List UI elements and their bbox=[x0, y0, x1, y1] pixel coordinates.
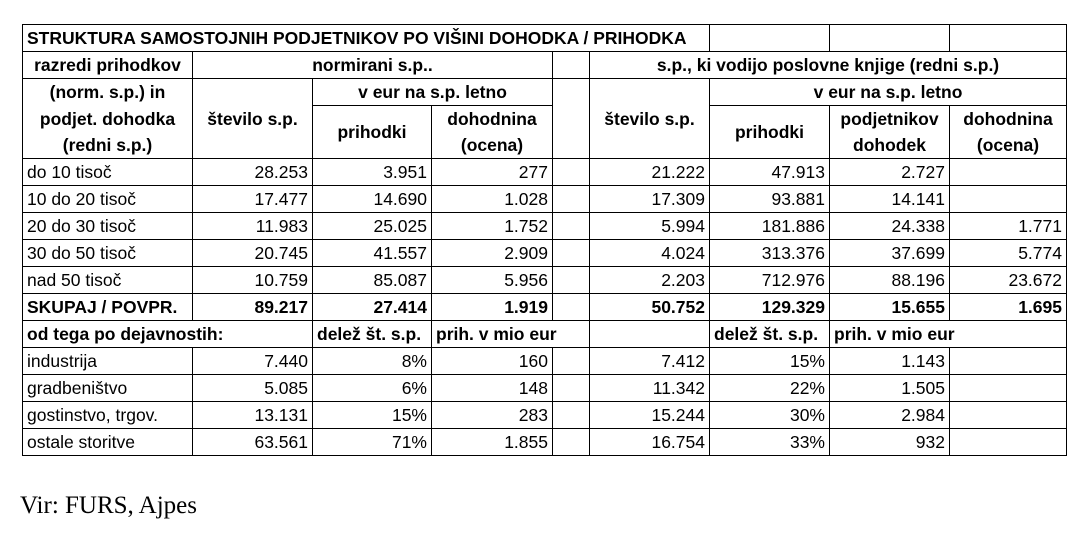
table-cell: 2.984 bbox=[830, 402, 950, 429]
activity-header-label: od tega po dejavnostih: bbox=[23, 321, 313, 348]
v-eur-header-2: v eur na s.p. letno bbox=[710, 79, 1067, 106]
table-row bbox=[23, 402, 1067, 429]
header-row-3 bbox=[23, 106, 1067, 133]
structure-table bbox=[22, 24, 1067, 456]
table-cell: 14.141 bbox=[830, 186, 950, 213]
v-eur-header-1: v eur na s.p. letno bbox=[313, 79, 553, 106]
table-cell: 20.745 bbox=[193, 240, 313, 267]
table-row bbox=[23, 375, 1067, 402]
table-cell: 5.774 bbox=[950, 240, 1067, 267]
prihodki-header-1: prihodki bbox=[313, 106, 432, 159]
row-label: 20 do 30 tisoč bbox=[23, 213, 193, 240]
table-cell: 10.759 bbox=[193, 267, 313, 294]
table-row bbox=[23, 159, 1067, 186]
spacer-cell bbox=[553, 159, 590, 186]
table-cell: 21.222 bbox=[590, 159, 710, 186]
table-cell: 1.752 bbox=[432, 213, 553, 240]
row-label: 30 do 50 tisoč bbox=[23, 240, 193, 267]
table-cell: 1.695 bbox=[950, 294, 1067, 321]
podjetnikov-header-b: dohodek bbox=[830, 132, 950, 159]
table-cell: 13.131 bbox=[193, 402, 313, 429]
spacer-cell bbox=[553, 375, 590, 402]
title-row bbox=[23, 25, 1067, 52]
table-cell: 37.699 bbox=[830, 240, 950, 267]
table-cell: 11.983 bbox=[193, 213, 313, 240]
header-row-2 bbox=[23, 79, 1067, 106]
row-label: gostinstvo, trgov. bbox=[23, 402, 193, 429]
table-cell: 17.309 bbox=[590, 186, 710, 213]
table-cell: 15.244 bbox=[590, 402, 710, 429]
table-cell: 283 bbox=[432, 402, 553, 429]
table-cell: 2.909 bbox=[432, 240, 553, 267]
spacer-cell bbox=[553, 402, 590, 429]
dohodnina-header-2a: dohodnina bbox=[950, 106, 1067, 133]
spacer-cell bbox=[553, 52, 590, 79]
table-cell: 17.477 bbox=[193, 186, 313, 213]
spacer-cell bbox=[553, 186, 590, 213]
row-label: nad 50 tisoč bbox=[23, 267, 193, 294]
table-cell bbox=[950, 186, 1067, 213]
table-cell: 24.338 bbox=[830, 213, 950, 240]
table-cell: 1.505 bbox=[830, 375, 950, 402]
table-cell: 3.951 bbox=[313, 159, 432, 186]
prih-header-2: prih. v mio eur bbox=[830, 321, 1067, 348]
spacer-cell bbox=[553, 429, 590, 456]
table-cell: 14.690 bbox=[313, 186, 432, 213]
header-row-4 bbox=[23, 132, 1067, 159]
table-container bbox=[22, 24, 1067, 456]
table-cell: 8% bbox=[313, 348, 432, 375]
table-cell: 129.329 bbox=[710, 294, 830, 321]
spacer-cell bbox=[553, 294, 590, 321]
source-note: Vir: FURS, Ajpes bbox=[20, 492, 198, 519]
table-cell: 1.855 bbox=[432, 429, 553, 456]
spacer-cell bbox=[553, 240, 590, 267]
prihodki-header-2: prihodki bbox=[710, 106, 830, 159]
table-cell: 148 bbox=[432, 375, 553, 402]
table-cell: 15% bbox=[710, 348, 830, 375]
activity-header-row bbox=[23, 321, 1067, 348]
table-row bbox=[23, 186, 1067, 213]
table-cell: 27.414 bbox=[313, 294, 432, 321]
stevilo-header-1: število s.p. bbox=[193, 79, 313, 159]
empty-cell bbox=[590, 321, 710, 348]
table-cell: 23.672 bbox=[950, 267, 1067, 294]
total-row bbox=[23, 294, 1067, 321]
empty-cell bbox=[950, 25, 1067, 52]
table-cell: 93.881 bbox=[710, 186, 830, 213]
stevilo-header-2: število s.p. bbox=[590, 79, 710, 159]
spacer-cell bbox=[553, 348, 590, 375]
spacer-cell bbox=[553, 213, 590, 240]
empty-cell bbox=[950, 429, 1067, 456]
table-row bbox=[23, 213, 1067, 240]
table-cell: 25.025 bbox=[313, 213, 432, 240]
class-header-line-4: (redni s.p.) bbox=[23, 132, 193, 159]
table-cell bbox=[950, 159, 1067, 186]
table-cell: 7.412 bbox=[590, 348, 710, 375]
row-label: 10 do 20 tisoč bbox=[23, 186, 193, 213]
empty-cell bbox=[710, 25, 830, 52]
class-header-line-3: podjet. dohodka bbox=[23, 106, 193, 133]
delez-header-1: delež št. s.p. bbox=[313, 321, 432, 348]
row-label: do 10 tisoč bbox=[23, 159, 193, 186]
empty-cell bbox=[950, 375, 1067, 402]
table-cell: 1.028 bbox=[432, 186, 553, 213]
empty-cell bbox=[950, 348, 1067, 375]
total-label: SKUPAJ / POVPR. bbox=[23, 294, 193, 321]
table-cell: 50.752 bbox=[590, 294, 710, 321]
table-cell: 7.440 bbox=[193, 348, 313, 375]
table-cell: 89.217 bbox=[193, 294, 313, 321]
table-cell: 2.727 bbox=[830, 159, 950, 186]
table-row bbox=[23, 267, 1067, 294]
spacer-cell bbox=[553, 79, 590, 159]
table-cell: 2.203 bbox=[590, 267, 710, 294]
row-label: industrija bbox=[23, 348, 193, 375]
table-cell: 1.919 bbox=[432, 294, 553, 321]
table-cell: 932 bbox=[830, 429, 950, 456]
table-cell: 5.085 bbox=[193, 375, 313, 402]
table-cell: 4.024 bbox=[590, 240, 710, 267]
table-cell: 28.253 bbox=[193, 159, 313, 186]
table-cell: 5.956 bbox=[432, 267, 553, 294]
table-cell: 15% bbox=[313, 402, 432, 429]
redni-header: s.p., ki vodijo poslovne knjige (redni s.p.) bbox=[590, 52, 1067, 79]
table-cell: 160 bbox=[432, 348, 553, 375]
table-cell: 22% bbox=[710, 375, 830, 402]
table-cell: 6% bbox=[313, 375, 432, 402]
class-header-line-1: razredi prihodkov bbox=[23, 52, 193, 79]
table-row bbox=[23, 348, 1067, 375]
table-cell: 16.754 bbox=[590, 429, 710, 456]
table-cell: 15.655 bbox=[830, 294, 950, 321]
dohodnina-header-2b: (ocena) bbox=[950, 132, 1067, 159]
table-cell: 181.886 bbox=[710, 213, 830, 240]
table-cell: 11.342 bbox=[590, 375, 710, 402]
table-cell: 33% bbox=[710, 429, 830, 456]
dohodnina-header-1a: dohodnina bbox=[432, 106, 553, 133]
table-cell: 30% bbox=[710, 402, 830, 429]
table-cell: 41.557 bbox=[313, 240, 432, 267]
row-label: ostale storitve bbox=[23, 429, 193, 456]
podjetnikov-header-a: podjetnikov bbox=[830, 106, 950, 133]
table-cell: 63.561 bbox=[193, 429, 313, 456]
table-cell: 71% bbox=[313, 429, 432, 456]
table-cell: 277 bbox=[432, 159, 553, 186]
table-cell: 85.087 bbox=[313, 267, 432, 294]
table-cell: 1.143 bbox=[830, 348, 950, 375]
prih-header-1: prih. v mio eur bbox=[432, 321, 590, 348]
table-cell: 5.994 bbox=[590, 213, 710, 240]
table-row bbox=[23, 240, 1067, 267]
empty-cell bbox=[830, 25, 950, 52]
table-cell: 47.913 bbox=[710, 159, 830, 186]
dohodnina-header-1b: (ocena) bbox=[432, 132, 553, 159]
row-label: gradbeništvo bbox=[23, 375, 193, 402]
spacer-cell bbox=[553, 267, 590, 294]
delez-header-2: delež št. s.p. bbox=[710, 321, 830, 348]
table-cell: 712.976 bbox=[710, 267, 830, 294]
table-title: STRUKTURA SAMOSTOJNIH PODJETNIKOV PO VIŠINI DOHODKA / PRIHODKA bbox=[23, 25, 710, 52]
table-cell: 88.196 bbox=[830, 267, 950, 294]
empty-cell bbox=[950, 402, 1067, 429]
table-row bbox=[23, 429, 1067, 456]
class-header-line-2: (norm. s.p.) in bbox=[23, 79, 193, 106]
table-cell: 313.376 bbox=[710, 240, 830, 267]
table-cell: 1.771 bbox=[950, 213, 1067, 240]
header-row-1 bbox=[23, 52, 1067, 79]
normirani-header: normirani s.p.. bbox=[193, 52, 553, 79]
